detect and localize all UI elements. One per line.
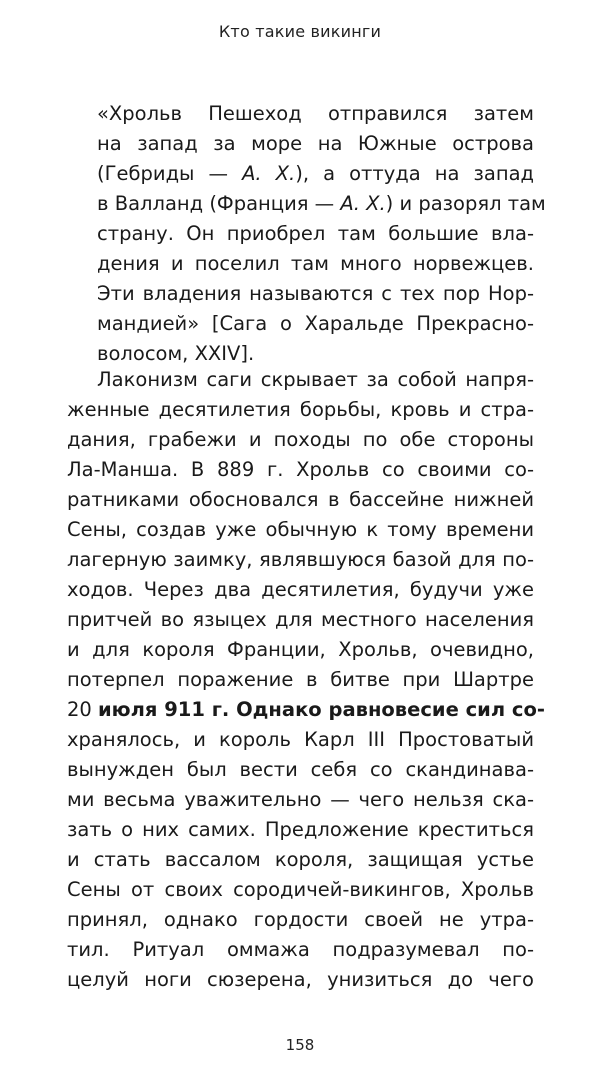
body-line: и для короля Франции, Хрольв, очевидно,	[67, 638, 534, 661]
body-line-bold	[67, 695, 545, 725]
body-line: лагерную заимку, являвшуюся базой для по-	[67, 548, 534, 571]
quote-text: (Гебриды —	[97, 162, 243, 185]
quote-text: Эти владения называются с тех пор Нор-	[97, 282, 534, 305]
quote-line	[97, 309, 534, 339]
body-line: притчей во языцех для местного населения	[67, 608, 534, 631]
quote-initials: А. Х.	[242, 162, 296, 185]
body-text-bold: июля 911 г. Однако равновесие сил со-	[98, 698, 545, 721]
quote-text: на запад за море на Южные острова	[97, 132, 534, 155]
quote-line	[97, 279, 534, 309]
body-line: женные десятилетия борьбы, кровь и стра-	[67, 398, 534, 421]
body-line: вынужден был вести себя со скандинава-	[67, 758, 534, 781]
body-line: Сены от своих сородичей-викингов, Хрольв	[67, 878, 534, 901]
body-line: зать о них самих. Предложение креститься	[67, 818, 534, 841]
body-line: хранялось, и король Карл III Простоватый	[67, 728, 534, 751]
quote-initials: А. Х.	[340, 192, 386, 215]
quote-text: мандией» [Сага о Харальде Прекрасно-	[97, 312, 534, 335]
body-line: ходов. Через два десятилетия, будучи уже	[67, 578, 534, 601]
body-line: и стать вассалом короля, защищая устье	[67, 848, 534, 871]
body-line: Лаконизм саги скрывает за собой напря-	[97, 368, 534, 391]
page-number: 158	[285, 1036, 315, 1054]
quote-text: дения и поселил там много норвежцев.	[97, 252, 534, 275]
quote-text: в Валланд (Франция —	[97, 192, 341, 215]
quote-line	[97, 219, 534, 249]
quote-text: «Хрольв Пешеход отправился затем	[97, 102, 534, 125]
quote-text: волосом, XXIV].	[97, 342, 255, 365]
body-line: целуй ноги сюзерена, унизиться до чего	[67, 968, 534, 991]
body-line: потерпел поражение в битве при Шартре	[67, 668, 534, 691]
quote-text: ) и разорял там	[385, 192, 546, 215]
body-line: дания, грабежи и походы по обе стороны	[67, 428, 534, 451]
quote-text: страну. Он приобрел там большие вла-	[97, 222, 534, 245]
body-line: ратниками обосновался в бассейне нижней	[67, 488, 534, 511]
quote-line	[97, 159, 534, 189]
body-line: Сены, создав уже обычную к тому времени	[67, 518, 534, 541]
quote-line	[97, 189, 546, 219]
body-line: тил. Ритуал оммажа подразумевал по-	[67, 938, 534, 961]
running-head: Кто такие викинги	[218, 22, 382, 41]
quote-line	[97, 129, 534, 159]
body-line: ми весьма уважительно — чего нельзя ска-	[67, 788, 534, 811]
body-line: принял, однако гордости своей не утра-	[67, 908, 534, 931]
quote-text: ), а оттуда на запад	[295, 162, 534, 185]
quote-line	[97, 249, 534, 279]
body-line: Ла-Манша. В 889 г. Хрольв со своими со-	[67, 458, 534, 481]
body-text: 20	[67, 698, 99, 721]
quote-line	[97, 99, 534, 129]
